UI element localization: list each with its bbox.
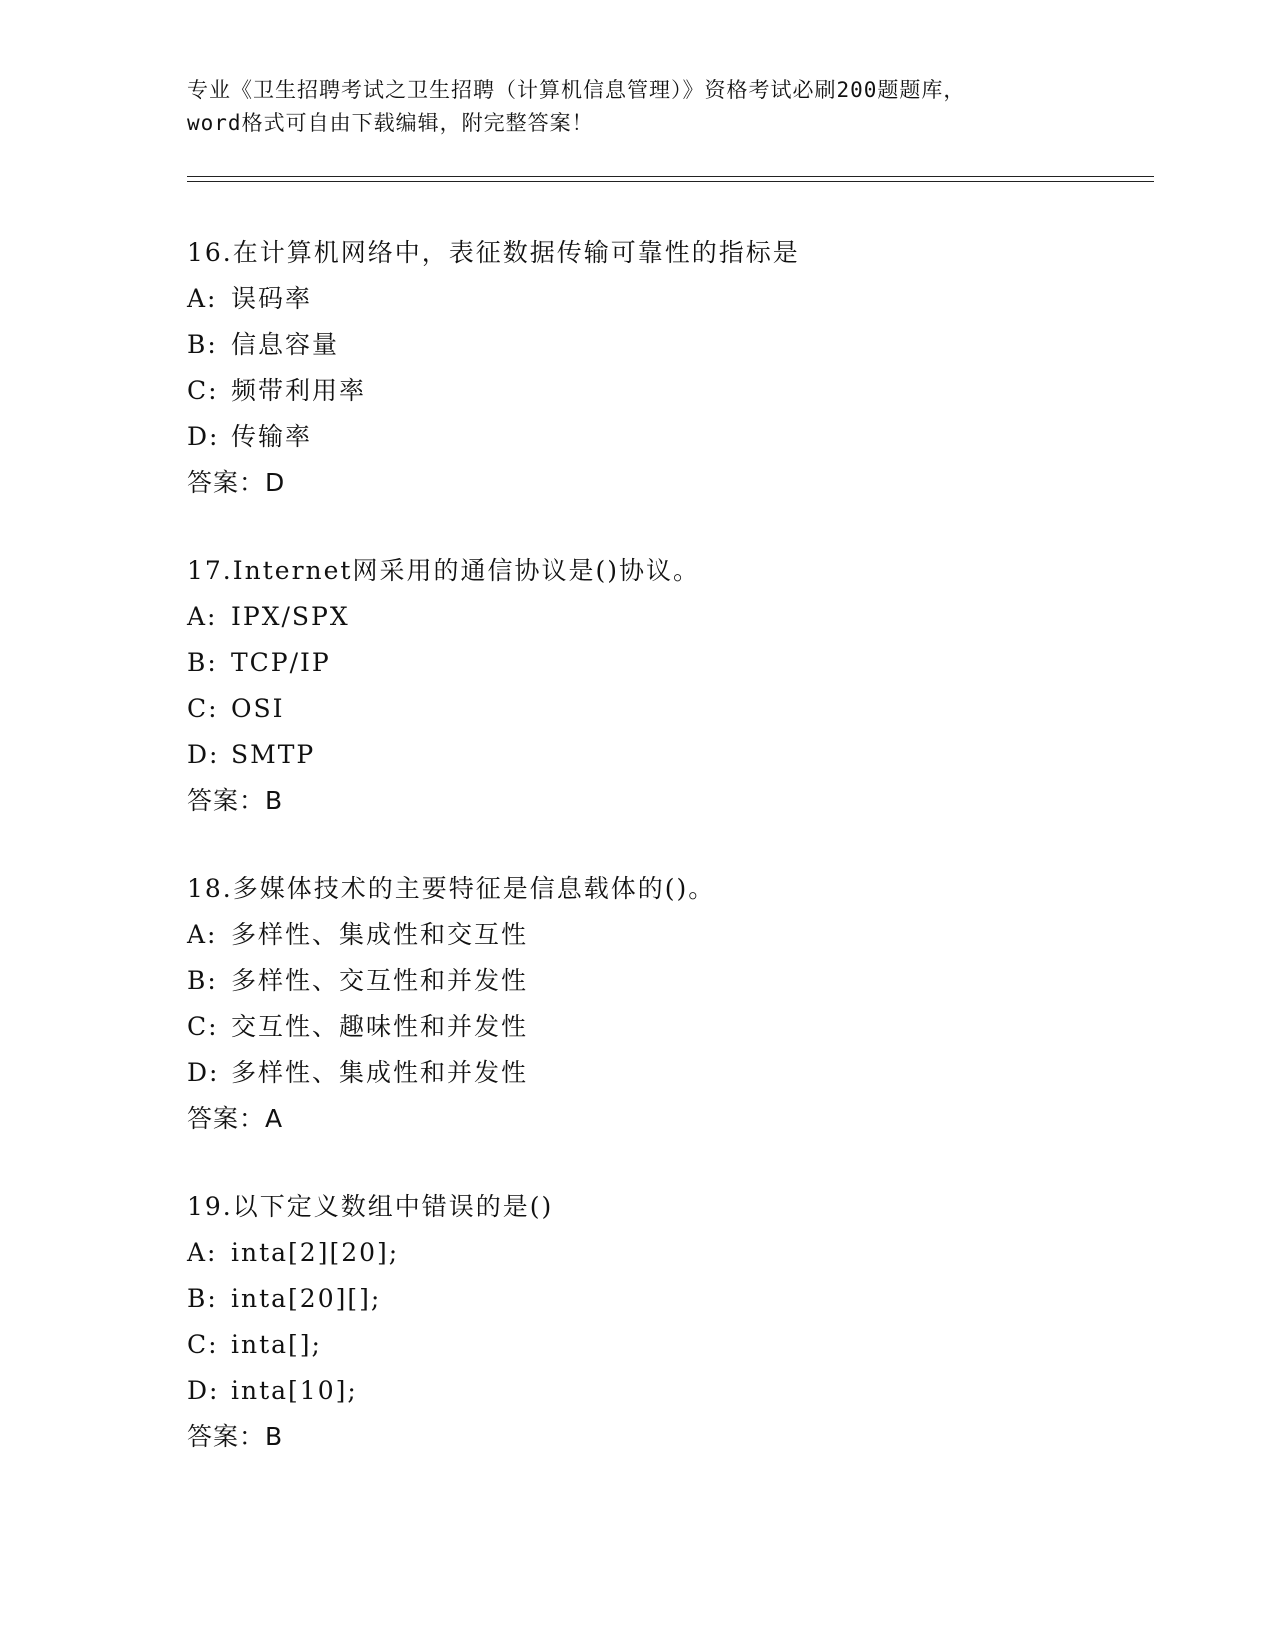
option-text: inta[]; xyxy=(231,1330,322,1359)
document-header xyxy=(187,74,1107,140)
option-text: 多样性、集成性和并发性 xyxy=(231,1058,529,1087)
option-text: OSI xyxy=(231,694,285,723)
option-text: 频带利用率 xyxy=(231,376,367,405)
option-label: B: xyxy=(187,330,218,359)
question-17 xyxy=(187,548,1167,824)
option-text: inta[20][]; xyxy=(231,1284,382,1313)
option-label: D: xyxy=(187,422,220,451)
option-d xyxy=(187,414,1167,460)
option-a xyxy=(187,1230,1167,1276)
answer: 答案：B xyxy=(187,1422,284,1451)
option-c xyxy=(187,1322,1167,1368)
option-b xyxy=(187,322,1167,368)
option-label: B: xyxy=(187,648,218,677)
option-c xyxy=(187,368,1167,414)
question-16 xyxy=(187,230,1167,506)
option-a xyxy=(187,594,1167,640)
option-text: 传输率 xyxy=(231,422,313,451)
header-divider-bottom xyxy=(187,181,1154,182)
option-c xyxy=(187,1004,1167,1050)
option-text: 信息容量 xyxy=(231,330,340,359)
question-stem: 17.Internet网采用的通信协议是()协议。 xyxy=(187,556,700,585)
question-19 xyxy=(187,1184,1167,1460)
option-text: TCP/IP xyxy=(231,648,331,677)
answer: 答案：B xyxy=(187,786,284,815)
option-label: B: xyxy=(187,1284,218,1313)
question-stem: 18.多媒体技术的主要特征是信息载体的()。 xyxy=(187,874,716,903)
header-divider-top xyxy=(187,176,1154,177)
option-label: A: xyxy=(187,920,218,949)
option-label: A: xyxy=(187,1238,218,1267)
option-b xyxy=(187,958,1167,1004)
option-text: 误码率 xyxy=(231,284,313,313)
option-text: inta[2][20]; xyxy=(231,1238,400,1267)
option-label: D: xyxy=(187,740,220,769)
option-b xyxy=(187,640,1167,686)
answer: 答案：A xyxy=(187,1104,284,1133)
option-label: C: xyxy=(187,376,219,405)
option-b xyxy=(187,1276,1167,1322)
option-c xyxy=(187,686,1167,732)
option-text: 多样性、交互性和并发性 xyxy=(231,966,529,995)
option-text: IPX/SPX xyxy=(231,602,350,631)
question-stem: 19.以下定义数组中错误的是() xyxy=(187,1192,554,1221)
question-stem: 16.在计算机网络中，表征数据传输可靠性的指标是 xyxy=(187,238,800,267)
option-a xyxy=(187,276,1167,322)
option-label: A: xyxy=(187,602,218,631)
option-text: SMTP xyxy=(231,740,316,769)
header-line-1: 专业《卫生招聘考试之卫生招聘（计算机信息管理）》资格考试必刷200题题库， xyxy=(187,78,966,102)
option-label: C: xyxy=(187,1012,219,1041)
option-text: 交互性、趣味性和并发性 xyxy=(231,1012,529,1041)
option-label: D: xyxy=(187,1376,220,1405)
option-d xyxy=(187,732,1167,778)
option-label: B: xyxy=(187,966,218,995)
answer: 答案：D xyxy=(187,468,286,497)
option-text: inta[10]; xyxy=(231,1376,358,1405)
header-line-2: word格式可自由下载编辑，附完整答案！ xyxy=(187,111,594,135)
option-d xyxy=(187,1368,1167,1414)
option-label: C: xyxy=(187,1330,219,1359)
option-label: C: xyxy=(187,694,219,723)
option-a xyxy=(187,912,1167,958)
option-label: D: xyxy=(187,1058,220,1087)
option-label: A: xyxy=(187,284,218,313)
option-text: 多样性、集成性和交互性 xyxy=(231,920,529,949)
option-d xyxy=(187,1050,1167,1096)
question-18 xyxy=(187,866,1167,1142)
